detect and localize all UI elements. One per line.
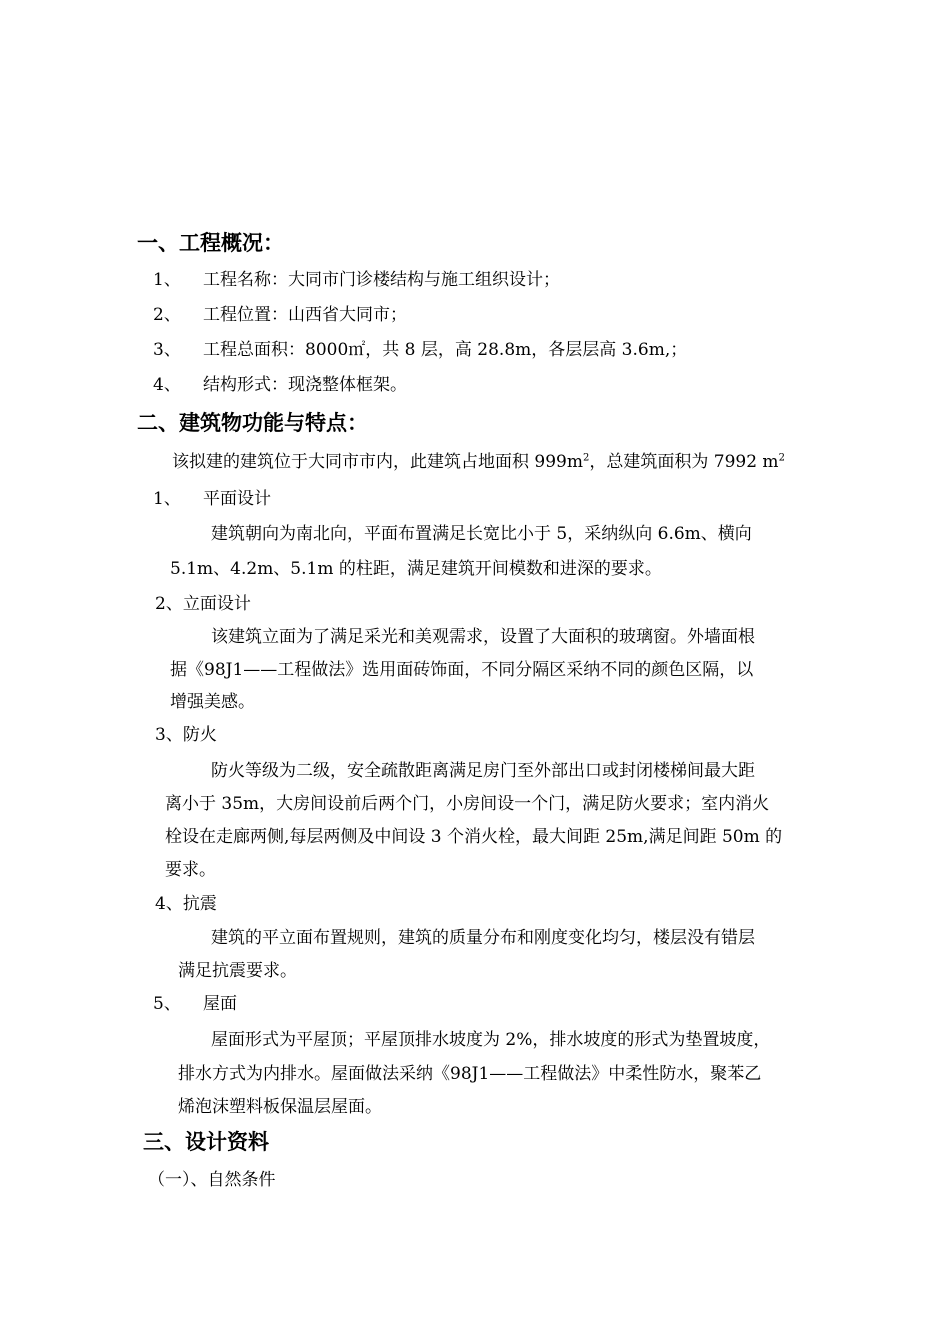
- subsection-title-elevation-design: 2、立面设计: [155, 594, 251, 614]
- subsection-title: 平面设计: [203, 489, 271, 509]
- paragraph-line: 烯泡沫塑料板保温层屋面。: [178, 1097, 382, 1117]
- list-item: [153, 268, 560, 292]
- subsection-title-fire-protection: 3、防火: [155, 725, 217, 745]
- list-item: [153, 303, 407, 327]
- paragraph-line: 据《98J1——工程做法》选用面砖饰面，不同分隔区采纳不同的颜色区隔，以: [170, 660, 754, 680]
- paragraph-line: 排水方式为内排水。屋面做法采纳《98J1——工程做法》中柔性防水，聚苯乙: [178, 1064, 762, 1084]
- section-heading-building-function: 二、建筑物功能与特点：: [137, 411, 368, 435]
- paragraph-line: 屋面形式为平屋顶；平屋顶排水坡度为 2%，排水坡度的形式为垫置坡度，: [211, 1030, 771, 1050]
- section-heading-design-data: 三、设计资料: [143, 1130, 269, 1154]
- list-number: 4、: [153, 375, 181, 395]
- list-item: [153, 373, 407, 397]
- paragraph-line: 满足抗震要求。: [178, 961, 297, 981]
- list-text: 结构形式：现浇整体框架。: [203, 375, 407, 395]
- paragraph-line: 建筑的平立面布置规则，建筑的质量分布和刚度变化均匀，楼层没有错层: [211, 928, 755, 948]
- list-text: 工程总面积：8000㎡，共 8 层，高 28.8m，各层层高 3.6m,；: [203, 340, 688, 360]
- paragraph-line: 该建筑立面为了满足采光和美观需求，设置了大面积的玻璃窗。外墙面根: [211, 627, 755, 647]
- list-item: [153, 338, 687, 362]
- paragraph-line: 增强美感。: [170, 692, 255, 712]
- superscript: 2: [582, 452, 590, 464]
- subsection-title-plan-design: [153, 487, 271, 511]
- superscript: 2: [778, 452, 785, 464]
- subsection-title-seismic: 4、抗震: [155, 894, 217, 914]
- list-number: 3、: [153, 340, 181, 360]
- paragraph-line: 建筑朝向为南北向，平面布置满足长宽比小于 5，采纳纵向 6.6m、横向: [211, 524, 752, 544]
- subsection-title: 屋面: [203, 994, 237, 1014]
- list-number: 1、: [153, 270, 181, 290]
- paragraph-line: 离小于 35m，大房间设前后两个门，小房间设一个门，满足防火要求；室内消火: [165, 794, 770, 814]
- subsection-title-roof: [153, 992, 237, 1016]
- subsection-title-natural-conditions: （一）、自然条件: [148, 1170, 276, 1190]
- paragraph-line: 5.1m、4.2m、5.1m 的柱距，满足建筑开间模数和进深的要求。: [170, 559, 662, 579]
- section-heading-project-overview: 一、工程概况：: [137, 231, 284, 255]
- paragraph-line: 防火等级为二级，安全疏散距离满足房门至外部出口或封闭楼梯间最大距: [211, 761, 755, 781]
- list-number: 5、: [153, 994, 181, 1014]
- list-text: 工程名称：大同市门诊楼结构与施工组织设计；: [203, 270, 560, 290]
- list-number: 1、: [153, 489, 181, 509]
- list-number: 2、: [153, 305, 181, 325]
- paragraph-line: 要求。: [165, 860, 216, 880]
- intro-text: 该拟建的建筑位于大同市市内，此建筑占地面积 999m: [172, 452, 583, 472]
- paragraph-line: 栓设在走廊两侧,每层两侧及中间设 3 个消火栓，最大间距 25m,满足间距 50m 的: [165, 827, 783, 847]
- intro-text: ，总建筑面积为 7992 m: [589, 452, 779, 472]
- list-text: 工程位置：山西省大同市；: [203, 305, 407, 325]
- section-intro: [172, 450, 785, 474]
